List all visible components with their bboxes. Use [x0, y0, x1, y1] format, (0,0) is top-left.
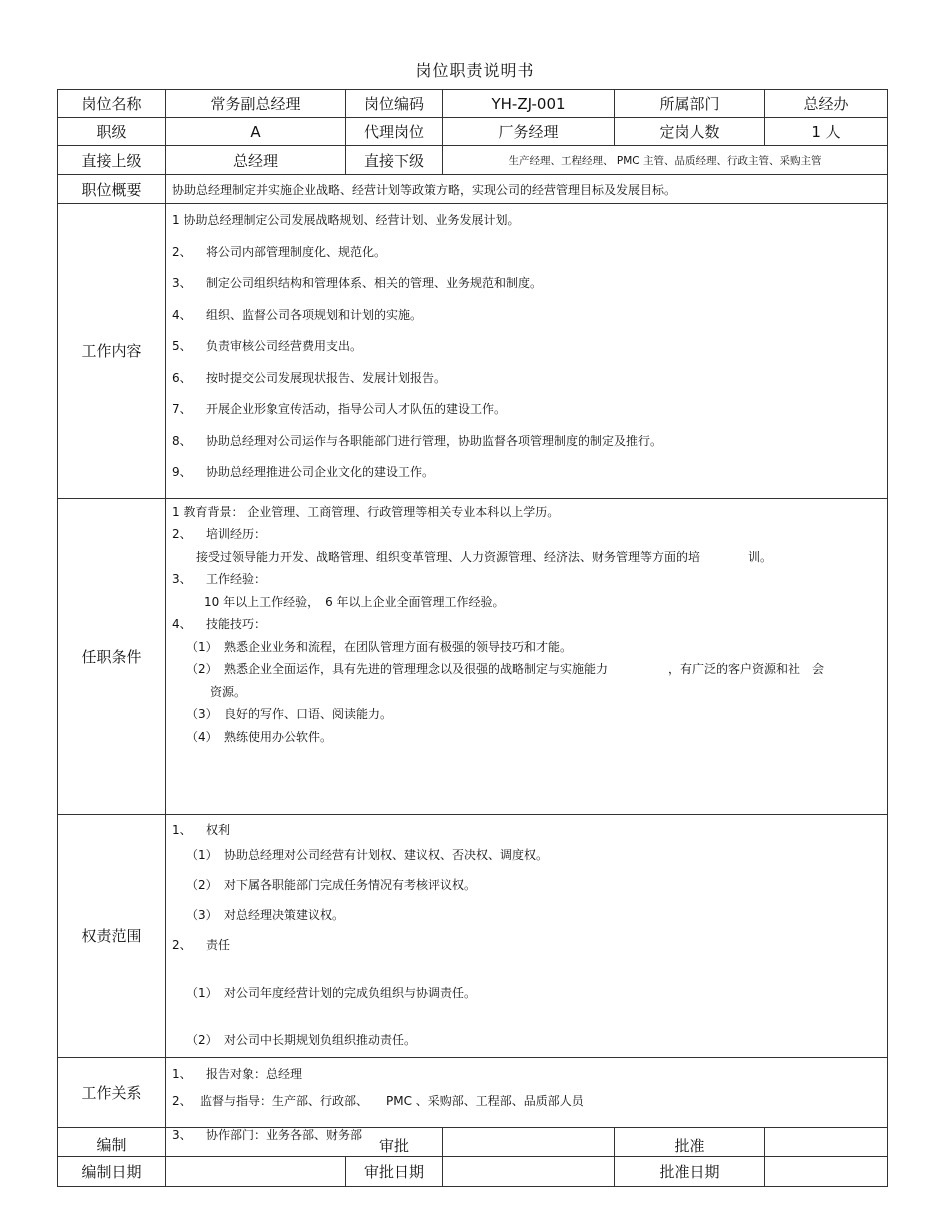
relation-item: 3、 协作部门：业务各部、财务部	[172, 1127, 363, 1142]
approve-label: 批准	[615, 1127, 765, 1156]
skill-item: （4） 熟练使用办公软件。	[186, 729, 333, 744]
document-title: 岗位职责说明书	[415, 61, 535, 80]
work-item: 2、 将公司内部管理制度化、规范化。	[172, 244, 387, 259]
headcount-value: 1 人	[765, 118, 888, 146]
rights-item: （1） 协助总经理对公司经营有计划权、建议权、否决权、调度权。	[186, 847, 549, 862]
relation-item: 1、 报告对象：总经理	[172, 1066, 303, 1081]
duty-item: （1） 对公司年度经营计划的完成负组织与协调责任。	[186, 985, 477, 1000]
work-label: 工作内容	[58, 204, 166, 499]
post-code-label: 岗位编码	[346, 90, 443, 118]
authority-label: 权责范围	[58, 814, 166, 1057]
rights-head: 1、 权利	[172, 822, 231, 837]
work-item: 4、 组织、监督公司各项规划和计划的实施。	[172, 307, 423, 322]
training-head: 2、 培训经历：	[172, 527, 267, 541]
skill-item: （1） 熟悉企业业务和流程，在团队管理方面有极强的领导技巧和才能。	[186, 639, 573, 654]
review-date-label: 审批日期	[346, 1156, 443, 1186]
row-work-content	[58, 204, 888, 499]
overview-label: 职位概要	[58, 175, 166, 204]
row-signoff	[58, 1127, 888, 1156]
skill-head: 4、 技能技巧：	[172, 617, 267, 631]
relations-list	[166, 1057, 888, 1127]
skill-item-continued: 资源。	[210, 684, 247, 699]
work-item: 9、 协助总经理推进公司企业文化的建设工作。	[172, 465, 435, 479]
qualification-list	[166, 498, 888, 814]
relations-label: 工作关系	[58, 1057, 166, 1127]
subordinate-label: 直接下级	[346, 146, 443, 175]
compile-date-label: 编制日期	[58, 1156, 166, 1186]
signoff-compile-cell	[166, 1127, 443, 1156]
work-item: 5、 负责审核公司经营费用支出。	[172, 339, 363, 353]
row-post-name	[58, 90, 888, 118]
row-authority	[58, 814, 888, 1057]
dept-label: 所属部门	[615, 90, 765, 118]
row-overview	[58, 175, 888, 204]
skill-item: （3） 良好的写作、口语、阅读能力。	[186, 707, 393, 721]
review-date-value[interactable]	[443, 1156, 615, 1186]
proxy-label: 代理岗位	[346, 118, 443, 146]
review-label: 审批	[379, 1136, 410, 1155]
job-description-table	[57, 89, 888, 1187]
work-item: 1 协助总经理制定公司发展战略规划、经营计划、业务发展计划。	[172, 213, 520, 227]
rights-item: （3） 对总经理决策建议权。	[186, 907, 345, 922]
row-superior	[58, 146, 888, 175]
work-item: 6、 按时提交公司发展现状报告、发展计划报告。	[172, 370, 447, 385]
education-line: 1 教育背景： 企业管理、工商管理、行政管理等相关专业本科以上学历。	[172, 504, 560, 519]
approve-date-label: 批准日期	[615, 1156, 765, 1186]
row-relations	[58, 1057, 888, 1127]
compile-date-value[interactable]	[166, 1156, 346, 1186]
grade-label: 职级	[58, 118, 166, 146]
authority-list	[166, 814, 888, 1057]
approve-date-value[interactable]	[765, 1156, 888, 1186]
compile-label: 编制	[58, 1127, 166, 1156]
work-item: 7、 开展企业形象宣传活动，指导公司人才队伍的建设工作。	[172, 402, 507, 416]
post-name-label: 岗位名称	[58, 90, 166, 118]
overview-text: 协助总经理制定并实施企业战略、经营计划等政策方略，实现公司的经营管理目标及发展目标。	[166, 175, 888, 204]
row-grade	[58, 118, 888, 146]
proxy-value: 厂务经理	[443, 118, 615, 146]
qualification-label: 任职条件	[58, 498, 166, 814]
training-text: 接受过领导能力开发、战略管理、组织变革管理、人力资源管理、经济法、财务管理等方面的培 训。	[196, 549, 773, 564]
review-value[interactable]	[443, 1127, 615, 1156]
superior-label: 直接上级	[58, 146, 166, 175]
duty-item: （2） 对公司中长期规划负组织推动责任。	[186, 1032, 417, 1047]
superior-value: 总经理	[166, 146, 346, 175]
post-code-value: YH-ZJ-001	[443, 90, 615, 118]
approve-value[interactable]	[765, 1127, 888, 1156]
relation-item: 2、 监督与指导：生产部、行政部、 PMC 、采购部、工程部、品质部人员	[172, 1093, 584, 1108]
rights-item: （2） 对下属各职能部门完成任务情况有考核评议权。	[186, 877, 477, 892]
duty-head: 2、 责任	[172, 937, 231, 952]
subordinate-value: 生产经理、工程经理、 PMC 主管、品质经理、行政主管、采购主管	[443, 146, 888, 175]
grade-value: A	[166, 118, 346, 146]
row-qualification	[58, 498, 888, 814]
dept-value: 总经办	[765, 90, 888, 118]
headcount-label: 定岗人数	[615, 118, 765, 146]
skill-item: （2） 熟悉企业全面运作，具有先进的管理理念以及很强的战略制定与实施能力 ，有广泛的客户资源和社 会	[186, 662, 825, 676]
experience-text: 10 年以上工作经验， 6 年以上企业全面管理工作经验。	[204, 594, 505, 609]
post-name-value: 常务副总经理	[166, 90, 346, 118]
experience-head: 3、 工作经验：	[172, 572, 267, 586]
work-item: 3、 制定公司组织结构和管理体系、相关的管理、业务规范和制度。	[172, 276, 543, 290]
work-list	[166, 204, 888, 499]
work-item: 8、 协助总经理对公司运作与各职能部门进行管理，协助监督各项管理制度的制定及推行。	[172, 433, 663, 448]
row-signoff-date	[58, 1156, 888, 1186]
